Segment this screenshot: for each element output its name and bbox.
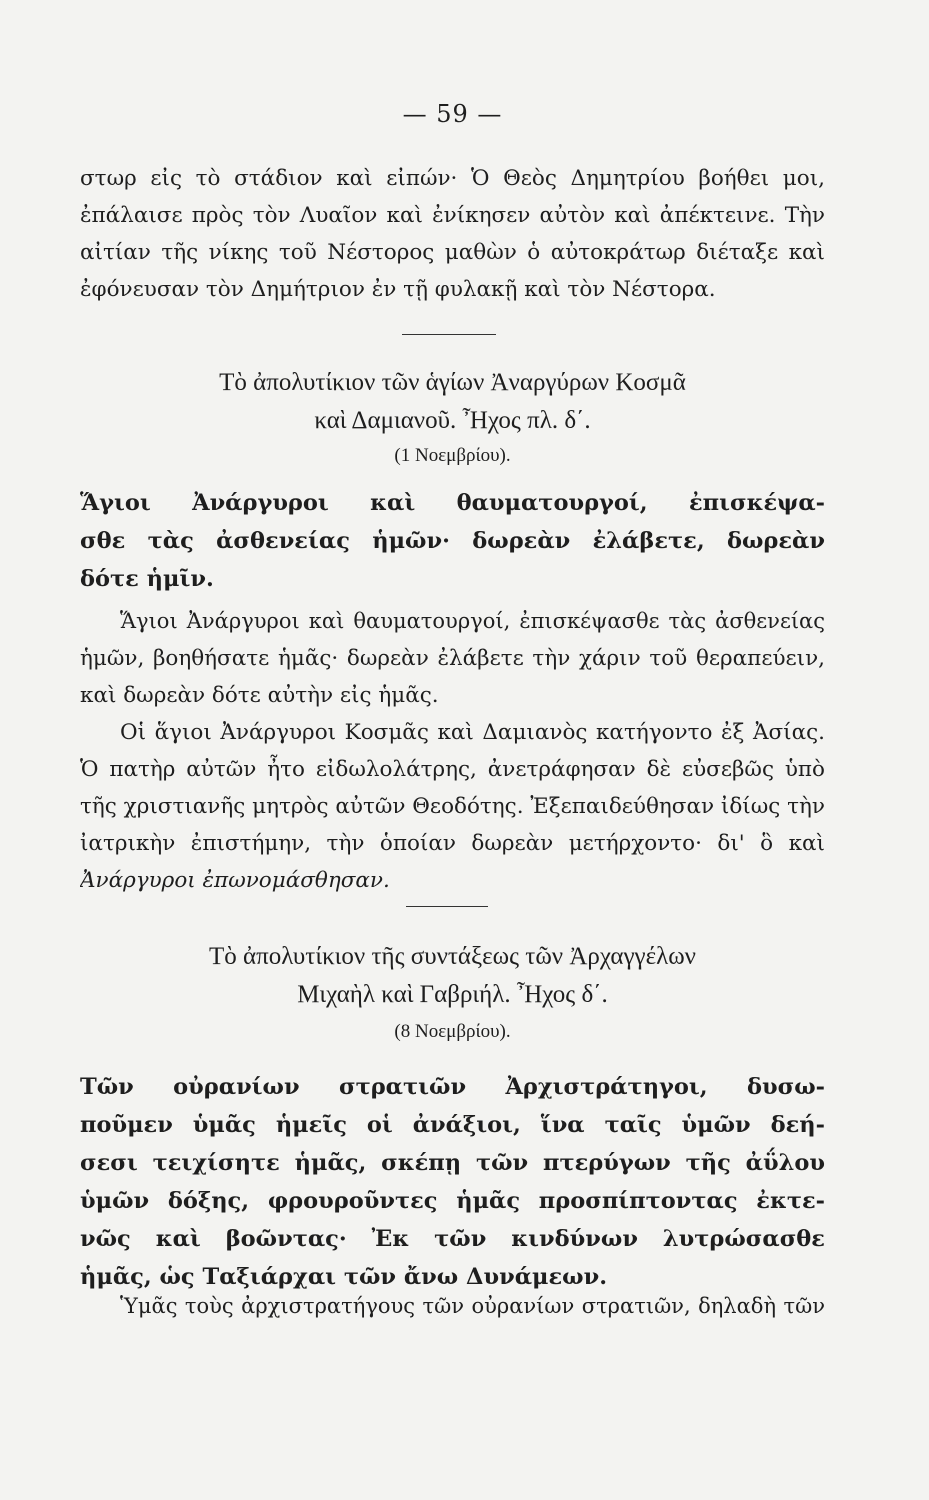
title-line: Τὸ ἀπολυτίκιον τῆς συντάξεως τῶν Ἀρχαγγέλων — [209, 943, 696, 970]
hymn-line: σθε τὰς ἀσθενείας ἡμῶν· δωρεὰν ἐλάβετε, δωρεὰν — [80, 528, 825, 554]
text-line: ἰατρικὴν ἐπιστήμην, τὴν ὁποίαν δωρεὰν μετήρχοντο· δι' ὃ καὶ — [80, 831, 825, 856]
hymn-line: ποῦμεν ὑμᾶς ἡμεῖς οἱ ἀνάξιοι, ἵνα ταῖς ὑμῶν δεή- — [80, 1112, 825, 1138]
section-divider — [402, 334, 496, 335]
hymn-line: ὑμῶν δόξης, φρουροῦντες ἡμᾶς προσπίπτοντας ἐκτε- — [80, 1188, 825, 1214]
section2-date: (8 Νοεμβρίου). — [394, 1021, 511, 1042]
section2-hymn — [80, 1068, 825, 1296]
text-line: καὶ δωρεὰν δότε αὐτὴν εἰς ἡμᾶς. — [80, 683, 439, 708]
intro-paragraph — [80, 160, 825, 308]
section2-title — [80, 938, 825, 1014]
text-line: ἐπάλαισε πρὸς τὸν Λυαῖον καὶ ἐνίκησεν αὐτὸν καὶ ἀπέκτεινε. Τὴν — [80, 203, 825, 228]
hymn-line: δότε ἡμῖν. — [80, 566, 214, 592]
section-divider — [406, 906, 488, 907]
text-line: Ὑμᾶς τοὺς ἀρχιστρατήγους τῶν οὐρανίων στρατιῶν, δηλαδὴ τῶν — [120, 1294, 825, 1318]
section1-title — [80, 364, 825, 440]
title-line: Μιχαὴλ καὶ Γαβριήλ. Ἦχος δ΄. — [297, 981, 608, 1008]
text-line: Ἅγιοι Ἀνάργυροι καὶ θαυματουργοί, ἐπισκέψασθε τὰς ἀσθενείας — [120, 609, 825, 633]
text-line: Οἱ ἅγιοι Ἀνάργυροι Κοσμᾶς καὶ Δαμιανὸς κατήγοντο ἐξ Ἀσίας. — [120, 720, 825, 745]
page-number: — 59 — — [402, 100, 503, 128]
text-line: στωρ εἰς τὸ στάδιον καὶ εἰπών· Ὁ Θεὸς Δημητρίου βοήθει μοι, — [80, 166, 825, 191]
title-line: Τὸ ἀπολυτίκιον τῶν ἁγίων Ἀναργύρων Κοσμᾶ — [219, 369, 686, 396]
section1-paraphrase — [80, 603, 825, 714]
text-line: Ὁ πατὴρ αὐτῶν ἦτο εἰδωλολάτρης, ἀνετράφησαν δὲ εὐσεβῶς ὑπὸ — [80, 757, 825, 782]
section1-hymn — [80, 484, 825, 598]
text-line: ἡμῶν, βοηθήσατε ἡμᾶς· δωρεὰν ἐλάβετε τὴν χάριν τοῦ θεραπεύειν, — [80, 646, 825, 671]
hymn-line: Τῶν οὐρανίων στρατιῶν Ἀρχιστράτηγοι, δυσω- — [80, 1074, 825, 1100]
hymn-line: ἡμᾶς, ὡς Ταξιάρχαι τῶν ἄνω Δυνάμεων. — [80, 1264, 608, 1290]
text-line: αἰτίαν τῆς νίκης τοῦ Νέστορος μαθὼν ὁ αὐτοκράτωρ διέταξε καὶ — [80, 240, 825, 265]
hymn-line: Ἅγιοι Ἀνάργυροι καὶ θαυματουργοί, ἐπισκέψα- — [80, 490, 825, 516]
hymn-line: νῶς καὶ βοῶντας· Ἐκ τῶν κινδύνων λυτρώσασθε — [80, 1226, 825, 1252]
hymn-line: σεσι τειχίσητε ἡμᾶς, σκέπῃ τῶν πτερύγων τῆς ἀΰλου — [80, 1150, 825, 1176]
section2-paraphrase — [80, 1288, 825, 1325]
text-line: Ἀνάργυροι ἐπωνομάσθησαν. — [80, 868, 390, 893]
text-line: τῆς χριστιανῆς μητρὸς αὐτῶν Θεοδότης. Ἐξεπαιδεύθησαν ἰδίως τὴν — [80, 794, 825, 819]
text-line: ἐφόνευσαν τὸν Δημήτριον ἐν τῇ φυλακῇ καὶ τὸν Νέστορα. — [80, 277, 716, 302]
title-line: καὶ Δαμιανοῦ. Ἦχος πλ. δ΄. — [314, 407, 591, 434]
section1-date: (1 Νοεμβρίου). — [394, 445, 511, 466]
section1-story — [80, 714, 825, 899]
